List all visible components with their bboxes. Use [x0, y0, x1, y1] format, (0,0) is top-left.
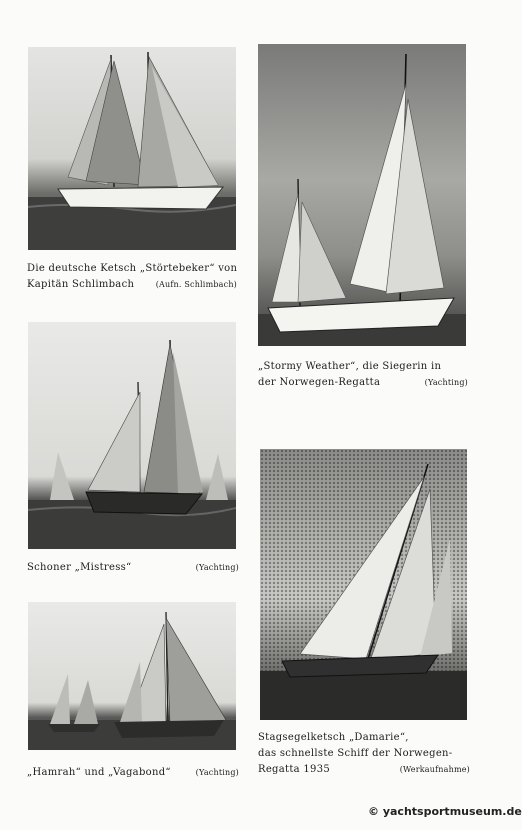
photo-stormy-weather [258, 44, 466, 346]
caption-stormy-weather [258, 359, 468, 391]
caption-line: das schnellste Schiff der Norwegen- [258, 748, 453, 759]
photo-credit: (Aufn. Schlimbach) [155, 280, 237, 289]
photo-hamrah-vagabond [28, 602, 236, 750]
caption-line: Regatta 1935 [258, 764, 331, 775]
boats-illustration [28, 602, 236, 750]
schooner-illustration [28, 322, 236, 549]
photo-credit: (Yachting) [195, 768, 239, 777]
watermark: © yachtsportmuseum.de [368, 805, 522, 818]
photo-credit: (Yachting) [424, 378, 468, 387]
photo-damarie [260, 449, 467, 720]
caption-damarie [258, 730, 470, 778]
photo-stoertebeker [28, 47, 236, 250]
photo-mistress [28, 322, 236, 549]
yawl-illustration [258, 44, 466, 346]
caption-mistress [27, 560, 239, 576]
caption-hamrah-vagabond [27, 765, 239, 781]
photo-credit: (Werkaufnahme) [399, 765, 470, 774]
caption-line: Die deutsche Ketsch „Störtebeker“ von [27, 263, 238, 274]
caption-line: Schoner „Mistress“ [27, 562, 132, 573]
ketch-illustration [28, 47, 236, 250]
caption-line: Stagsegelketsch „Damarie“, [258, 732, 409, 743]
caption-line: der Norwegen-Regatta [258, 377, 381, 388]
staysail-ketch-illustration [260, 449, 467, 720]
caption-line: Kapitän Schlimbach [27, 279, 135, 290]
photo-credit: (Yachting) [195, 563, 239, 572]
caption-stoertebeker [27, 261, 237, 293]
caption-line: „Hamrah“ und „Vagabond“ [27, 767, 171, 778]
caption-line: „Stormy Weather“, die Siegerin in [258, 361, 442, 372]
